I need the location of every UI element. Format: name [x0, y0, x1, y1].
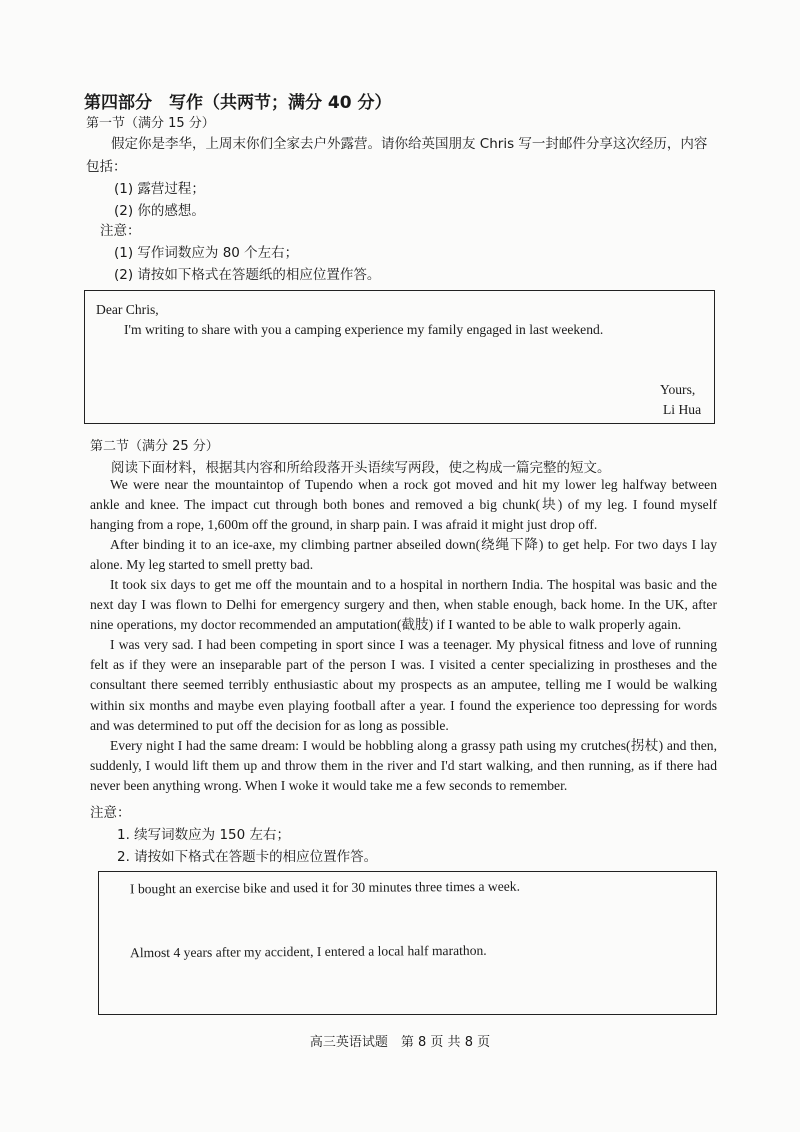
section1-prompt-line2: 包括：	[86, 159, 127, 175]
section1-point-1: (1) 露营过程；	[114, 181, 205, 197]
letter-greeting: Dear Chris,	[96, 302, 159, 317]
story-paragraph-5: Every night I had the same dream: I would be hobbling along a grassy path using my crutches(拐杖) and then, suddenly, I would lift them up and throw them in the river and I'd start walking, and then running, as if there had never been anything wrong. When I woke it would take me a few seconds to remember.	[90, 738, 717, 794]
section1-prompt-line1: 假定你是李华，上周末你们全家去户外露营。请你给英国朋友 Chris 写一封邮件分享这次经历，内容	[111, 136, 708, 152]
story-paragraph-2: After binding it to an ice-axe, my climbing partner abseiled down(绕绳下降) to get help. For two days I lay alone. My leg started to smell pretty bad.	[90, 537, 717, 573]
section2-note-2: 2. 请按如下格式在答题卡的相应位置作答。	[117, 849, 378, 865]
letter-opening: I'm writing to share with you a camping experience my family engaged in last weekend.	[124, 322, 604, 337]
section2-title: 第二节（满分 25 分）	[90, 439, 219, 454]
section1-point-2: (2) 你的感想。	[114, 203, 205, 219]
section2-note-1: 1. 续写词数应为 150 左右；	[117, 827, 291, 843]
letter-answer-box	[84, 290, 715, 424]
section2-note-label: 注意：	[90, 805, 131, 821]
story-paragraph-3: It took six days to get me off the mountain and to a hospital in northern India. The hospital was basic and the next day I was flown to Delhi for emergency surgery and then, when stable enough, back home. In the UK, after nine operations, my doctor recommended an amputation(截肢) if I wanted to be able to walk properly again.	[90, 577, 717, 633]
story-paragraph-4: I was very sad. I had been competing in sport since I was a teenager. My physical fitness and love of running felt as if they were an inseparable part of the person I was. I visited a center specializing in prostheses and the consultant there seemed terribly enthusiastic about my prospects as an amputee, telling me I would be walking within six months and maybe even playing football after a year. I found the experience too depressing for words and was determined to put off the decision for as long as possible.	[90, 637, 717, 733]
section1-title: 第一节（满分 15 分）	[86, 116, 215, 131]
continuation-line-2: Almost 4 years after my accident, I entered a local half marathon.	[129, 942, 487, 961]
section1-note-label: 注意：	[100, 223, 141, 239]
page-footer: 高三英语试题 第 8 页 共 8 页	[309, 1035, 491, 1050]
continuation-line-1: I bought an exercise bike and used it for 30 minutes three times a week.	[129, 878, 520, 897]
letter-closing: Yours,	[660, 382, 696, 397]
part-title: 第四部分 写作（共两节；满分 40 分）	[84, 93, 392, 113]
section1-note-1: (1) 写作词数应为 80 个左右；	[114, 245, 299, 261]
section1-note-2: (2) 请按如下格式在答题纸的相应位置作答。	[114, 267, 381, 283]
section2-instruction: 阅读下面材料，根据其内容和所给段落开头语续写两段，使之构成一篇完整的短文。	[111, 460, 611, 476]
letter-signature: Li Hua	[663, 402, 702, 417]
story-paragraph-1: We were near the mountaintop of Tupendo when a rock got moved and hit my lower leg halfway between ankle and knee. The impact cut through both bones and removed a big chunk(块) of my leg. I found myself hanging from a rope, 1,600m off the ground, in sharp pain. I was afraid it might just drop off.	[90, 477, 717, 533]
